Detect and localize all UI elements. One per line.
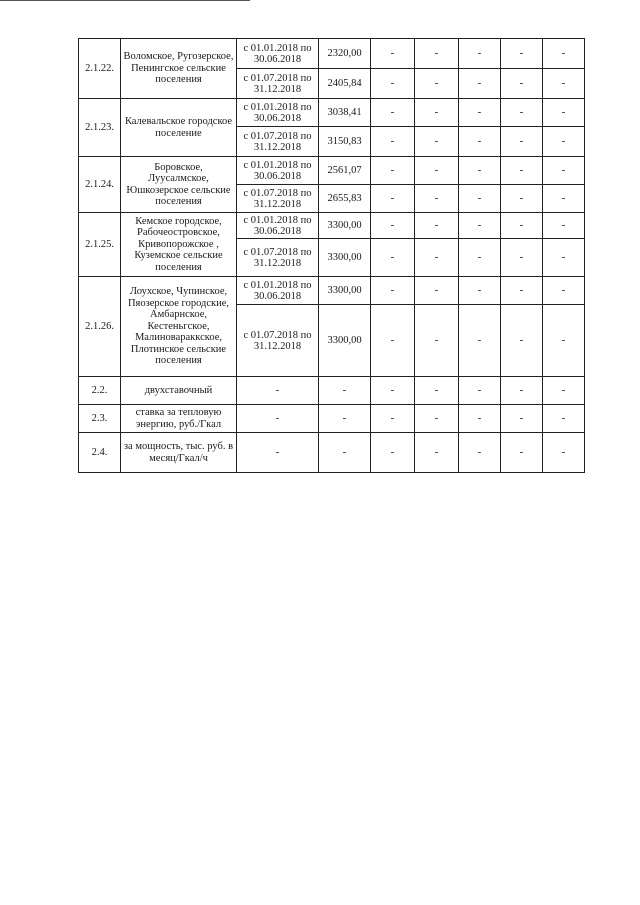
table-row	[79, 39, 585, 69]
period-cell: с 01.07.2018 по 31.12.2018	[237, 127, 319, 157]
table-row	[79, 405, 585, 433]
dash-cell: -	[543, 39, 585, 69]
table-row	[79, 377, 585, 405]
table-row	[79, 213, 585, 239]
dash-cell: -	[543, 277, 585, 305]
dash-cell: -	[501, 157, 543, 185]
dash-cell: -	[371, 213, 415, 239]
tariff-value: 2655,83	[319, 185, 371, 213]
dash-cell: -	[319, 433, 371, 473]
dash-cell: -	[415, 99, 459, 127]
territory-name: Калевальское городское поселение	[121, 99, 237, 157]
row-number: 2.3.	[79, 405, 121, 433]
dash-cell: -	[415, 127, 459, 157]
row-number: 2.1.22.	[79, 39, 121, 99]
tariff-value: 2320,00	[319, 39, 371, 69]
table-row	[79, 99, 585, 127]
dash-cell: -	[459, 69, 501, 99]
dash-cell: -	[543, 239, 585, 277]
tariff-value: 3300,00	[319, 239, 371, 277]
rate-type-label: ставка за тепловую энергию, руб./Гкал	[121, 405, 237, 433]
dash-cell: -	[415, 157, 459, 185]
period-cell: с 01.01.2018 по 30.06.2018	[237, 99, 319, 127]
table-row	[79, 157, 585, 185]
tariff-table	[78, 38, 585, 473]
dash-cell: -	[371, 69, 415, 99]
dash-cell: -	[237, 405, 319, 433]
rate-type-label: двухставочный	[121, 377, 237, 405]
rate-type-label: за мощность, тыс. руб. в месяц/Гкал/ч	[121, 433, 237, 473]
dash-cell: -	[237, 377, 319, 405]
dash-cell: -	[501, 69, 543, 99]
tariff-value: 2405,84	[319, 69, 371, 99]
dash-cell: -	[501, 433, 543, 473]
dash-cell: -	[415, 405, 459, 433]
dash-cell: -	[501, 277, 543, 305]
tariff-value: 3150,83	[319, 127, 371, 157]
period-cell: с 01.07.2018 по 31.12.2018	[237, 69, 319, 99]
dash-cell: -	[415, 377, 459, 405]
dash-cell: -	[319, 405, 371, 433]
tariff-value: 3300,00	[319, 277, 371, 305]
dash-cell: -	[459, 239, 501, 277]
dash-cell: -	[501, 405, 543, 433]
period-cell: с 01.01.2018 по 30.06.2018	[237, 213, 319, 239]
dash-cell: -	[543, 377, 585, 405]
period-cell: с 01.01.2018 по 30.06.2018	[237, 157, 319, 185]
dash-cell: -	[459, 405, 501, 433]
dash-cell: -	[459, 127, 501, 157]
territory-name: Боровское, Луусалмское, Юшкозерское сельские поселения	[121, 157, 237, 213]
dash-cell: -	[415, 39, 459, 69]
dash-cell: -	[459, 305, 501, 377]
dash-cell: -	[501, 127, 543, 157]
period-cell: с 01.07.2018 по 31.12.2018	[237, 305, 319, 377]
dash-cell: -	[371, 127, 415, 157]
dash-cell: -	[501, 377, 543, 405]
dash-cell: -	[371, 377, 415, 405]
dash-cell: -	[319, 377, 371, 405]
dash-cell: -	[371, 39, 415, 69]
dash-cell: -	[415, 185, 459, 213]
row-number: 2.1.26.	[79, 277, 121, 377]
row-number: 2.1.24.	[79, 157, 121, 213]
period-cell: с 01.01.2018 по 30.06.2018	[237, 39, 319, 69]
dash-cell: -	[371, 157, 415, 185]
dash-cell: -	[543, 69, 585, 99]
row-number: 2.2.	[79, 377, 121, 405]
dash-cell: -	[415, 239, 459, 277]
territory-name: Кемское городское, Рабочеостровское, Кривопорожское , Куземское сельские поселения	[121, 213, 237, 277]
dash-cell: -	[459, 39, 501, 69]
dash-cell: -	[415, 433, 459, 473]
dash-cell: -	[459, 377, 501, 405]
table-row	[79, 433, 585, 473]
tariff-value: 3038,41	[319, 99, 371, 127]
dash-cell: -	[459, 213, 501, 239]
row-number: 2.1.23.	[79, 99, 121, 157]
dash-cell: -	[237, 433, 319, 473]
dash-cell: -	[371, 305, 415, 377]
territory-name: Воломское, Ругозерское, Пенингское сельские поселения	[121, 39, 237, 99]
dash-cell: -	[543, 405, 585, 433]
dash-cell: -	[371, 239, 415, 277]
dash-cell: -	[543, 99, 585, 127]
period-cell: с 01.07.2018 по 31.12.2018	[237, 185, 319, 213]
row-number: 2.4.	[79, 433, 121, 473]
row-number: 2.1.25.	[79, 213, 121, 277]
dash-cell: -	[371, 405, 415, 433]
dash-cell: -	[415, 213, 459, 239]
dash-cell: -	[371, 277, 415, 305]
period-cell: с 01.01.2018 по 30.06.2018	[237, 277, 319, 305]
tariff-value: 2561,07	[319, 157, 371, 185]
dash-cell: -	[415, 277, 459, 305]
dash-cell: -	[543, 305, 585, 377]
dash-cell: -	[543, 157, 585, 185]
dash-cell: -	[543, 185, 585, 213]
tariff-value: 3300,00	[319, 213, 371, 239]
dash-cell: -	[459, 433, 501, 473]
period-cell: с 01.07.2018 по 31.12.2018	[237, 239, 319, 277]
dash-cell: -	[501, 213, 543, 239]
dash-cell: -	[501, 239, 543, 277]
dash-cell: -	[459, 157, 501, 185]
territory-name: Лоухское, Чупинское, Пяозерское городские, Амбарнское, Кестеньгское, Малиновараккское, Плотинское сельские поселения	[121, 277, 237, 377]
dash-cell: -	[459, 277, 501, 305]
dash-cell: -	[371, 99, 415, 127]
table-row	[79, 277, 585, 305]
tariff-value: 3300,00	[319, 305, 371, 377]
dash-cell: -	[371, 433, 415, 473]
top-rule	[0, 0, 250, 1]
dash-cell: -	[371, 185, 415, 213]
dash-cell: -	[543, 433, 585, 473]
dash-cell: -	[415, 69, 459, 99]
dash-cell: -	[415, 305, 459, 377]
dash-cell: -	[501, 305, 543, 377]
dash-cell: -	[501, 39, 543, 69]
dash-cell: -	[543, 213, 585, 239]
dash-cell: -	[501, 99, 543, 127]
dash-cell: -	[459, 99, 501, 127]
dash-cell: -	[543, 127, 585, 157]
dash-cell: -	[501, 185, 543, 213]
dash-cell: -	[459, 185, 501, 213]
